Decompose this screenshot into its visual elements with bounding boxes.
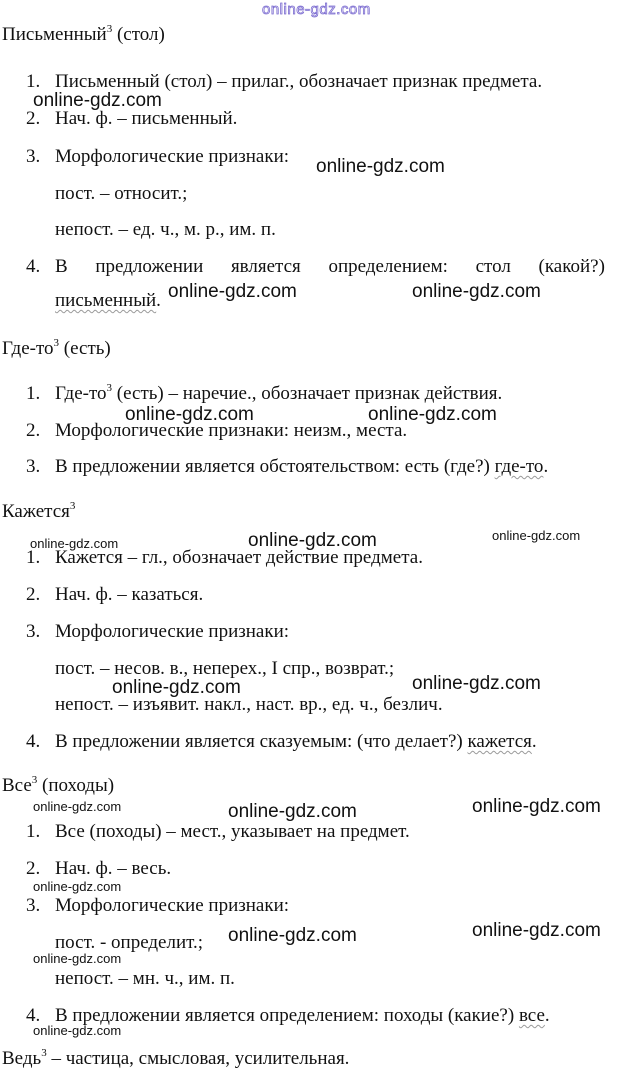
watermark-label: online-gdz.com — [33, 90, 162, 111]
watermark-label: online-gdz.com — [228, 925, 357, 946]
watermark-label: online-gdz.com — [228, 801, 357, 822]
list-item: Нач. ф. – письменный. — [55, 108, 238, 129]
watermark-label: online-gdz.com — [368, 404, 497, 425]
list-item-justified: В предложении является определением: стол (какой?) — [55, 256, 605, 277]
watermark-label: online-gdz.com — [33, 951, 122, 966]
watermark-label: online-gdz.com — [248, 530, 377, 551]
list-item: Все (походы) – мест., указывает на предмет. — [55, 821, 410, 842]
list-item: Кажется – гл., обозначает действие предмета. — [55, 547, 423, 568]
item-number: 3. — [26, 146, 41, 167]
list-item: Где-$то^3$ (есть) – наречие., обозначает признак действия. — [55, 381, 503, 404]
watermark-label: online-gdz.com — [412, 673, 541, 694]
watermark-label: online-gdz.com — [316, 156, 445, 177]
item-number: 2. — [26, 108, 41, 129]
list-item: В предложении является определением: походы (какие?) все. — [55, 1005, 550, 1026]
list-subitem: пост. – относит.; — [55, 183, 188, 204]
item-number: 3. — [26, 456, 41, 477]
heading-gde-to: Где-$то^3$ (есть) — [2, 336, 111, 359]
item-number: 2. — [26, 420, 41, 441]
item-number: 4. — [26, 1005, 41, 1026]
heading-pismenny: Письменный$^3$ (стол) — [2, 22, 165, 45]
watermark-label: online-gdz.com — [112, 677, 241, 698]
list-item-continuation: письменный. — [55, 290, 161, 311]
watermark-label: online-gdz.com — [30, 536, 119, 551]
watermark-label: online-gdz.com — [33, 1023, 122, 1038]
heading-vse: Все$^3$ (походы) — [2, 773, 115, 796]
item-number: 1. — [26, 821, 41, 842]
list-subitem: непост. – изъявит. накл., наст. вр., ед. ч., безлич. — [55, 694, 443, 715]
item-number: 1. — [26, 383, 41, 404]
watermark-label: online-gdz.com — [412, 281, 541, 302]
list-item: Нач. ф. – казаться. — [55, 584, 204, 605]
item-number: 3. — [26, 621, 41, 642]
item-number: 2. — [26, 584, 41, 605]
item-number: 3. — [26, 895, 41, 916]
list-subitem: непост. – ед. ч., м. р., им. п. — [55, 219, 276, 240]
list-item: Нач. ф. – весь. — [55, 858, 172, 879]
list-item: Морфологические признаки: неизм., места. — [55, 420, 408, 441]
top-watermark: online-gdz.com — [262, 1, 371, 18]
watermark-label: online-gdz.com — [125, 404, 254, 425]
item-number: 4. — [26, 256, 41, 277]
list-item: Морфологические признаки: — [55, 621, 290, 642]
watermark-label: online-gdz.com — [472, 796, 601, 817]
heading-kazhetsya: Кажется$^3$ — [2, 499, 76, 522]
list-item: В предложении является сказуемым: (что делает?) кажется. — [55, 731, 537, 752]
heading-ved: Ведь$^3$ – частица, смысловая, усилительная. — [2, 1046, 350, 1069]
watermark-label: online-gdz.com — [492, 528, 581, 543]
list-subitem: пост. - определит.; — [55, 932, 204, 953]
list-subitem: непост. – мн. ч., им. п. — [55, 968, 235, 989]
watermark-label: online-gdz.com — [168, 281, 297, 302]
item-number: 1. — [26, 547, 41, 568]
list-subitem: пост. – несов. в., неперех., I спр., возврат.; — [55, 658, 395, 679]
watermark-label: online-gdz.com — [33, 799, 122, 814]
watermark-label: online-gdz.com — [33, 879, 122, 894]
item-number: 2. — [26, 858, 41, 879]
list-item: Морфологические признаки: — [55, 146, 290, 167]
list-item: Морфологические признаки: — [55, 895, 290, 916]
watermark-label: online-gdz.com — [472, 920, 601, 941]
item-number: 4. — [26, 731, 41, 752]
list-item: Письменный (стол) – прилаг., обозначает признак предмета. — [55, 71, 543, 92]
item-number: 1. — [26, 71, 41, 92]
list-item: В предложении является обстоятельством: есть (где?) где-то. — [55, 456, 549, 477]
